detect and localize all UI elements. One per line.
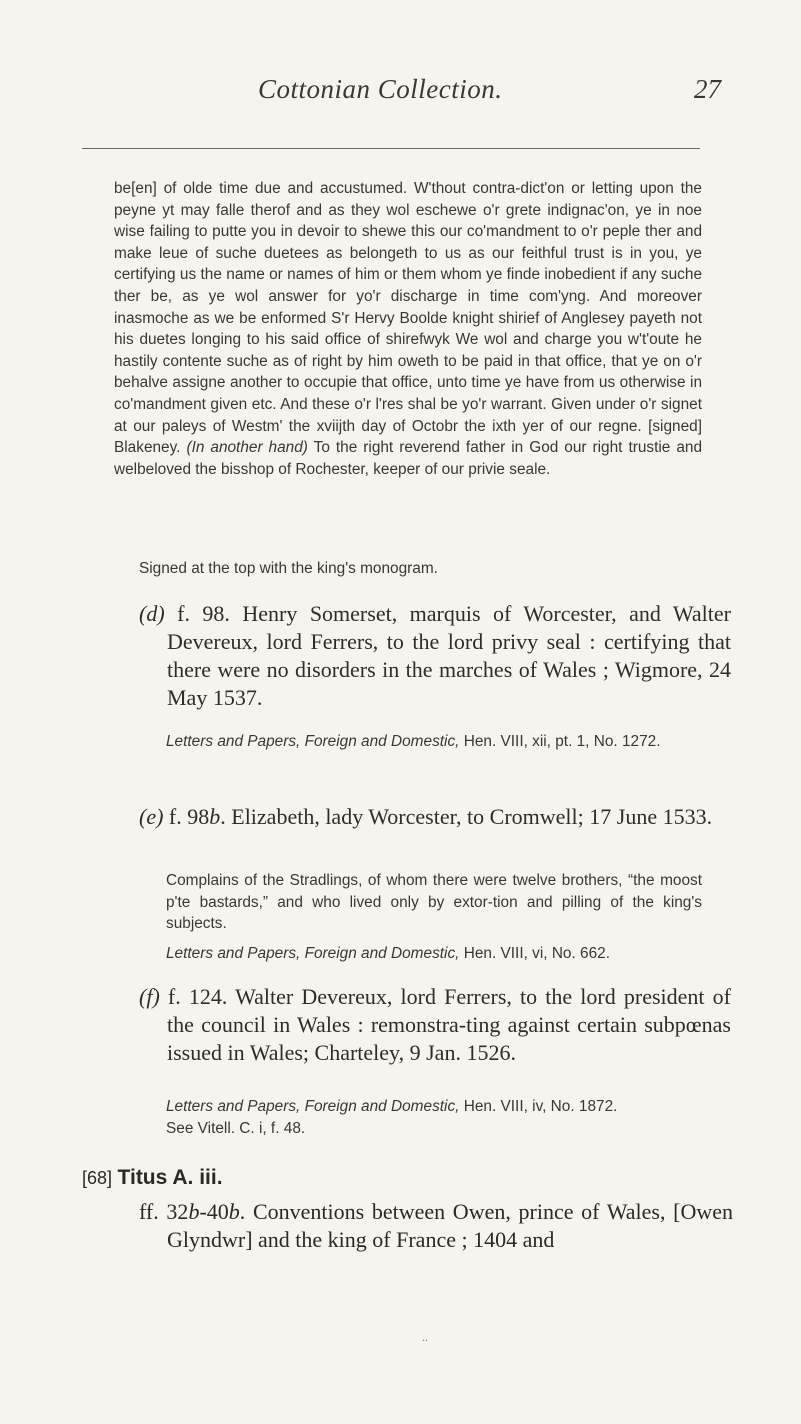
folio-entry [139, 1198, 733, 1254]
section-heading [82, 1163, 702, 1192]
entry-label: (e) [139, 804, 164, 829]
running-head [0, 74, 801, 114]
letter-continuation [114, 178, 702, 480]
folio-ff: ff. 32 [139, 1199, 189, 1224]
citation-ref: Hen. VIII, xii, pt. 1, No. 1272. [463, 733, 661, 750]
entry-e-summary: Complains of the Stradlings, of whom there were twelve brothers, “the moost p'te bastards,” and who lived only by extor-tion and pilling of the king's subjects. [166, 872, 702, 933]
folio-mid: -40 [199, 1199, 229, 1224]
entry-label: (f) [139, 984, 160, 1009]
section-title: Titus A. iii. [117, 1166, 223, 1189]
folio-b1: b [188, 1199, 200, 1224]
citation-ref: Hen. VIII, iv, No. 1872. [463, 1098, 618, 1115]
entry-e-citation [166, 943, 702, 965]
entry-f [139, 983, 731, 1067]
foot-mark: .. [422, 1330, 428, 1344]
citation-ref: Hen. VIII, vi, No. 662. [463, 945, 610, 962]
page-number: 27 [694, 74, 721, 104]
entry-folio-suffix: b [209, 804, 221, 829]
entry-text: f. 98. Henry Somerset, marquis of Worcester, and Walter Devereux, lord Ferrers, to the lord privy seal : certifying that there were no disorders in the marches of Wales ; Wigmore, 24 May 1537. [167, 601, 731, 710]
citation-title: Letters and Papers, Foreign and Domestic, [166, 1098, 460, 1115]
letter-address: To the right reverend father in God our right trustie and welbeloved the bisshop of Rochester, keeper of our privie seale. [114, 439, 703, 478]
see-also: See Vitell. C. i, f. 48. [166, 1119, 306, 1137]
entry-f-citation [166, 1096, 702, 1139]
entry-d-citation [166, 731, 702, 753]
letter-text: be[en] of olde time due and accustumed. W'thout contra-dict'on or letting upon the peyne yt may falle therof and as they wol eschewe o'r grete indignac'on, ye in noe wise failing to putte you in devoir to shewe this our co'mandment to o'r peple ther and make leue of suche duetees as belongeth to us as our feithful trust is in you, ye certifying us the name or names of him or them whom ye finde inobedient if any suche ther be, as ye wol answer for yo'r discharge in time com'yng. And moreover inasmoche as we be enformed S'r Hervy Boolde knight shirief of Anglesey payeth not his duetes longing to his said office of shirefwyk We wol and charge you w't'oute he hastily contente suche as of right by him oweth to be paid in that office, that ye on o'r behalve assigne another to occupie that office, unto time ye have from us otherwise in co'mandment given etc. And these o'r l'res shal be yo'r warrant. Given under o'r signet at our paleys of Westm' the xviijth day of Octobr the ixth yer of our regne. [signed] Blakeney. [114, 180, 702, 457]
folio-text: . Conventions between Owen, prince of Wales, [Owen Glyndwr] and the king of France ; 1404 and [167, 1199, 733, 1252]
letter-hand-note: (In another hand) [186, 439, 308, 457]
entry-label: (d) [139, 601, 165, 626]
folio-b2: b [228, 1199, 240, 1224]
citation-title: Letters and Papers, Foreign and Domestic, [166, 733, 460, 750]
header-rule [82, 148, 700, 149]
section-mark: [68] [82, 1168, 113, 1188]
entry-d [139, 600, 731, 712]
entry-folio: f. 98 [168, 804, 210, 829]
entry-text: f. 124. Walter Devereux, lord Ferrers, to the lord president of the council in Wales : remonstra-ting against certain subpœnas issued in Wales; Charteley, 9 Jan. 1526. [167, 984, 732, 1065]
signed-note: Signed at the top with the king's monogram. [139, 560, 438, 577]
citation-title: Letters and Papers, Foreign and Domestic, [166, 945, 460, 962]
entry-e [139, 803, 731, 831]
entry-text: . Elizabeth, lady Worcester, to Cromwell; 17 June 1533. [220, 804, 713, 829]
running-head-title: Cottonian Collection. [258, 74, 503, 104]
